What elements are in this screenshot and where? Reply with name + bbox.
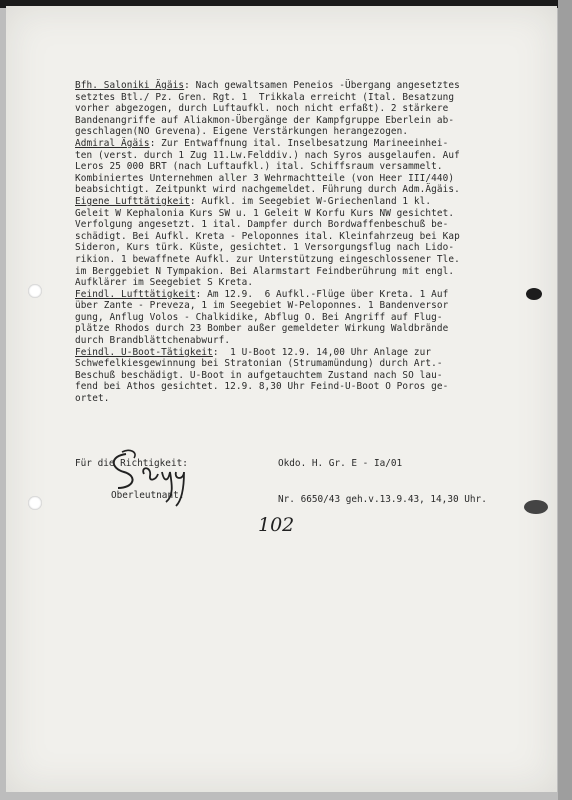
report-line (75, 347, 537, 359)
report-text: : Am 12.9. 6 Aufkl.-Flüge über Kreta. 1 Auf (195, 288, 449, 300)
punch-hole-bottom (28, 496, 42, 510)
report-line (75, 184, 537, 196)
report-text: rikion. 1 bewaffnete Aufkl. zur Unterstützung eingeschlossener Tle. (75, 253, 460, 265)
report-line (75, 126, 537, 138)
typed-report-body (75, 80, 537, 405)
report-line (75, 266, 537, 278)
report-text: gung, Anflug Volos - Chalkidike, Abflug O. Bei Angriff auf Flug- (75, 311, 443, 323)
report-line (75, 219, 537, 231)
handwritten-page-number: 102 (258, 514, 295, 536)
report-text: beabsichtigt. Zeitpunkt wird nachgemeldet. Führung durch Adm.Ägäis. (75, 184, 460, 196)
report-line (75, 381, 537, 393)
report-text: vorher abgezogen, durch Luftaufkl. noch nicht erfaßt). 2 stärkere (75, 103, 449, 115)
report-line (75, 335, 537, 347)
report-text: geschlagen(NO Grevena). Eigene Verstärkungen herangezogen. (75, 126, 409, 138)
report-line (75, 254, 537, 266)
report-text: Leros 25 000 BRT (nach Luftaufkl.) ital. Schiffsraum versammelt. (75, 161, 443, 173)
report-text: : Nach gewaltsamen Peneios -Übergang angesetztes (184, 80, 460, 91)
office-reference (278, 434, 538, 518)
report-line (75, 80, 537, 92)
section-heading: Feindl. U-Boot-Tätigkeit (75, 346, 213, 358)
report-line (75, 150, 537, 162)
report-line (75, 196, 537, 208)
signatory-rank: Oberleutnant. (111, 490, 185, 501)
report-line (75, 358, 537, 370)
report-text: durch Brandblättchenabwurf. (75, 335, 231, 347)
report-line (75, 161, 537, 173)
scan-right-border (558, 0, 572, 800)
report-line (75, 370, 537, 382)
report-text: Aufklärer im Seegebiet S Kreta. (75, 277, 254, 289)
report-text: Schwefelkiesgewinnung bei Stratonian (Strumamündung) durch Art.- (75, 358, 443, 370)
report-text: plätze Rhodos durch 23 Bomber außer gemeldeter Wirkung Waldbrände (75, 323, 449, 335)
handwritten-signature (104, 444, 214, 514)
report-line (75, 92, 537, 104)
section-heading: Bfh. Saloniki Ägäis (75, 80, 185, 91)
report-text: ortet. (75, 393, 110, 405)
section-heading: Eigene Lufttätigkeit (75, 195, 190, 207)
report-text: : 1 U-Boot 12.9. 14,00 Uhr Anlage zur (212, 346, 432, 358)
report-text: : Zur Entwaffnung ital. Inselbesatzung Marineeinhei- (149, 137, 449, 149)
report-text: fend bei Athos gesichtet. 12.9. 8,30 Uhr Feind-U-Boot O Poros ge- (75, 381, 449, 393)
report-text: schädigt. Bei Aufkl. Kreta - Peloponnes ital. Kleinfahrzeug bei Kap (75, 230, 460, 242)
report-text: ten (verst. durch 1 Zug 11.Lw.Felddiv.) nach Syros ausgelaufen. Auf (75, 149, 460, 161)
report-line (75, 289, 537, 301)
report-line (75, 115, 537, 127)
report-text: im Berggebiet N Tympakion. Bei Alarmstart Feindberührung mit engl. (75, 265, 455, 277)
report-line (75, 231, 537, 243)
report-text: : Aufkl. im Seegebiet W-Griechenland 1 kl. (189, 195, 432, 207)
office-reference-line-1: Okdo. H. Gr. E - Ia/01 (278, 458, 403, 469)
punch-hole-top (28, 284, 42, 298)
report-line (75, 208, 537, 220)
report-text: über Zante - Preveza, 1 im Seegebiet W-Peloponnes. 1 Bandenversor (75, 300, 449, 312)
report-text: Bandenangriffe auf Aliakmon-Übergänge der Kampfgruppe Eberlein ab- (75, 114, 455, 126)
report-text: Verfolgung angesetzt. 1 ital. Dampfer durch Bordwaffenbeschuß be- (75, 219, 449, 231)
section-heading: Admiral Ägäis (75, 137, 150, 149)
report-line (75, 323, 537, 335)
report-line (75, 312, 537, 324)
report-line (75, 138, 537, 150)
report-line (75, 300, 537, 312)
report-line (75, 277, 537, 289)
section-heading: Feindl. Lufttätigkeit (75, 288, 196, 300)
report-line (75, 242, 537, 254)
office-reference-line-2: Nr. 6650/43 geh.v.13.9.43, 14,30 Uhr. (278, 494, 487, 505)
report-line (75, 173, 537, 185)
certification-label: Für die Richtigkeit: (75, 458, 188, 469)
report-text: Geleit W Kephalonia Kurs SW u. 1 Geleit W Korfu Kurs NW gesichtet. (75, 207, 455, 219)
report-text: Beschuß beschädigt. U-Boot in aufgetauchtem Zustand nach SO lau- (75, 369, 443, 381)
report-line (75, 393, 537, 405)
report-text: Kombiniertes Unternehmen aller 3 Wehrmachtteile (von Heer III/440) (75, 172, 455, 184)
report-text: Sideron, Kurs türk. Küste, gesichtet. 1 Versorgungsflug nach Lido- (75, 242, 455, 254)
report-text: setztes Btl./ Pz. Gren. Rgt. 1 Trikkala erreicht (Ital. Besatzung (75, 91, 455, 103)
report-line (75, 103, 537, 115)
